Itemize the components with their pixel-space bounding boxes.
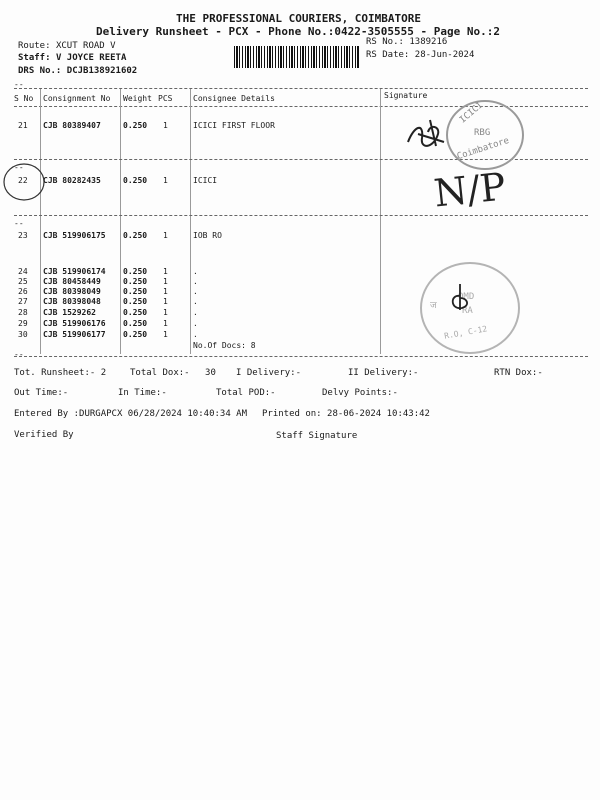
stamp-bank-bottom: Coimbatore bbox=[455, 135, 511, 163]
table-top-rule bbox=[14, 88, 588, 89]
row-pcs: 1 bbox=[163, 330, 168, 339]
col-divider bbox=[380, 89, 381, 354]
row-consignment: CJB 1529262 bbox=[43, 308, 96, 317]
staff-value: V JOYCE REETA bbox=[55, 53, 127, 63]
staff-line bbox=[18, 53, 126, 63]
row-consignee: . bbox=[193, 297, 198, 306]
stamp-round-mid: OMD bbox=[458, 292, 475, 302]
row-weight: 0.250 bbox=[123, 319, 148, 328]
col-sno: S No bbox=[14, 94, 34, 103]
row-consignment: CJB 80282435 bbox=[43, 176, 101, 185]
company-title: THE PROFESSIONAL COURIERS, COIMBATORE bbox=[176, 12, 422, 25]
col-divider bbox=[40, 89, 41, 354]
row-pcs: 1 bbox=[163, 277, 168, 286]
col-weight: Weight bbox=[123, 94, 152, 103]
table-bottom-rule bbox=[14, 356, 588, 357]
icici-stamp bbox=[446, 100, 524, 170]
rs-date-value: 28-Jun-2024 bbox=[414, 50, 475, 60]
stamp-bank-top: ICICI bbox=[457, 100, 486, 126]
row-sno: 24 bbox=[18, 267, 28, 276]
row-pcs: 1 bbox=[163, 297, 168, 306]
row-sno: 28 bbox=[18, 308, 28, 317]
route-value: XCUT ROAD V bbox=[55, 41, 116, 51]
rs-date-line bbox=[366, 50, 474, 60]
row-pcs: 1 bbox=[163, 176, 168, 185]
row-consignee: . bbox=[193, 267, 198, 276]
out-time: Out Time:- bbox=[14, 388, 69, 398]
group-row bbox=[18, 267, 28, 276]
printed-on: Printed on: 28-06-2024 10:43:42 bbox=[262, 409, 430, 419]
row-sno: 23 bbox=[18, 231, 28, 240]
row-weight: 0.250 bbox=[123, 297, 148, 306]
col-consignee: Consignee Details bbox=[193, 94, 275, 103]
total-dox-value: 30 bbox=[205, 368, 216, 378]
row-pcs: 1 bbox=[163, 267, 168, 276]
sno-circle-mark bbox=[0, 160, 50, 206]
stamp-round-mid2: RA bbox=[462, 306, 473, 316]
rs-date-label: RS Date: bbox=[366, 50, 410, 60]
rs-no-line bbox=[366, 37, 447, 47]
row-pcs: 1 bbox=[163, 308, 168, 317]
row-consignment: CJB 519906175 bbox=[43, 231, 106, 240]
row-marker: -- bbox=[14, 219, 24, 228]
i-delivery: I Delivery:- bbox=[236, 368, 302, 378]
row-consignee: ICICI FIRST FLOOR bbox=[193, 121, 275, 130]
row-pcs: 1 bbox=[163, 121, 168, 130]
delvy-points: Delvy Points:- bbox=[322, 388, 398, 398]
row-pcs: 1 bbox=[163, 287, 168, 296]
row-consignment: CJB 80398048 bbox=[43, 297, 101, 306]
row-consignee: . bbox=[193, 287, 198, 296]
row-rule bbox=[14, 215, 588, 216]
no-of-docs: No.Of Docs: 8 bbox=[193, 341, 256, 350]
in-time: In Time:- bbox=[118, 388, 167, 398]
route-label: Route: bbox=[18, 41, 51, 51]
row-weight: 0.250 bbox=[123, 277, 148, 286]
stamp-round-bottom: R.O, C-12 bbox=[443, 324, 488, 341]
signature-scribble bbox=[446, 280, 478, 316]
row-consignee: . bbox=[193, 330, 198, 339]
verified-by: Verified By bbox=[14, 430, 74, 440]
col-divider bbox=[190, 89, 191, 354]
total-dox bbox=[130, 368, 216, 378]
col-divider bbox=[120, 89, 121, 354]
total-pod: Total POD:- bbox=[216, 388, 276, 398]
row-weight: 0.250 bbox=[123, 176, 148, 185]
row-sno: 26 bbox=[18, 287, 28, 296]
barcode bbox=[234, 46, 360, 68]
nip-annotation: N/P bbox=[431, 164, 508, 216]
row-consignment: CJB 80458449 bbox=[43, 277, 101, 286]
row-consignee: . bbox=[193, 277, 198, 286]
row-sno: 29 bbox=[18, 319, 28, 328]
row-weight: 0.250 bbox=[123, 121, 148, 130]
row-weight: 0.250 bbox=[123, 267, 148, 276]
row-consignment: CJB 80389407 bbox=[43, 121, 101, 130]
rs-no-value: 1389216 bbox=[409, 37, 448, 47]
tot-runsheet: Tot. Runsheet:- 2 bbox=[14, 368, 107, 378]
row-consignee: ICICI bbox=[193, 176, 218, 185]
col-pcs: PCS bbox=[158, 94, 173, 103]
row-consignment: CJB 80398049 bbox=[43, 287, 101, 296]
row-pcs: 1 bbox=[163, 231, 168, 240]
row-consignment: CJB 519906174 bbox=[43, 267, 106, 276]
row-sno: 30 bbox=[18, 330, 28, 339]
bottom-marker: -- bbox=[14, 350, 24, 359]
row-weight: 0.250 bbox=[123, 287, 148, 296]
top-marker: -- bbox=[14, 80, 24, 89]
drs-value: DCJB138921602 bbox=[66, 66, 138, 76]
row-consignee: . bbox=[193, 319, 198, 328]
stamp-bank-mid: RBG bbox=[474, 128, 491, 138]
staff-label: Staff: bbox=[18, 53, 51, 63]
row-weight: 0.250 bbox=[123, 231, 148, 240]
drs-line bbox=[18, 66, 137, 76]
rtn-dox: RTN Dox:- bbox=[494, 368, 543, 378]
ii-delivery: II Delivery:- bbox=[348, 368, 419, 378]
row-consignment: CJB 519906176 bbox=[43, 319, 106, 328]
route-line bbox=[18, 41, 116, 51]
stamp-round-left: ज bbox=[430, 301, 437, 311]
rs-no-label: RS No.: bbox=[366, 37, 404, 47]
row-pcs: 1 bbox=[163, 319, 168, 328]
row-sno: 27 bbox=[18, 297, 28, 306]
runsheet-subtitle: Delivery Runsheet - PCX - Phone No.:0422-3505555 - Page No.:2 bbox=[96, 25, 500, 38]
col-signature: Signature bbox=[384, 91, 428, 100]
row-sno: 21 bbox=[18, 121, 28, 130]
row-consignee: IOB RO bbox=[193, 231, 222, 240]
entered-by: Entered By :DURGAPCX 06/28/2024 10:40:34 AM bbox=[14, 409, 247, 419]
row-consignment: CJB 519906177 bbox=[43, 330, 106, 339]
staff-signature: Staff Signature bbox=[276, 431, 358, 441]
col-consignment: Consignment No bbox=[43, 94, 111, 103]
row-sno: 22 bbox=[18, 176, 28, 185]
row-marker: -- bbox=[14, 163, 24, 172]
row-sno: 25 bbox=[18, 277, 28, 286]
drs-label: DRS No.: bbox=[18, 66, 62, 76]
row-weight: 0.250 bbox=[123, 308, 148, 317]
total-dox-label: Total Dox:- bbox=[130, 368, 190, 378]
row-consignee: . bbox=[193, 308, 198, 317]
row-weight: 0.250 bbox=[123, 330, 148, 339]
